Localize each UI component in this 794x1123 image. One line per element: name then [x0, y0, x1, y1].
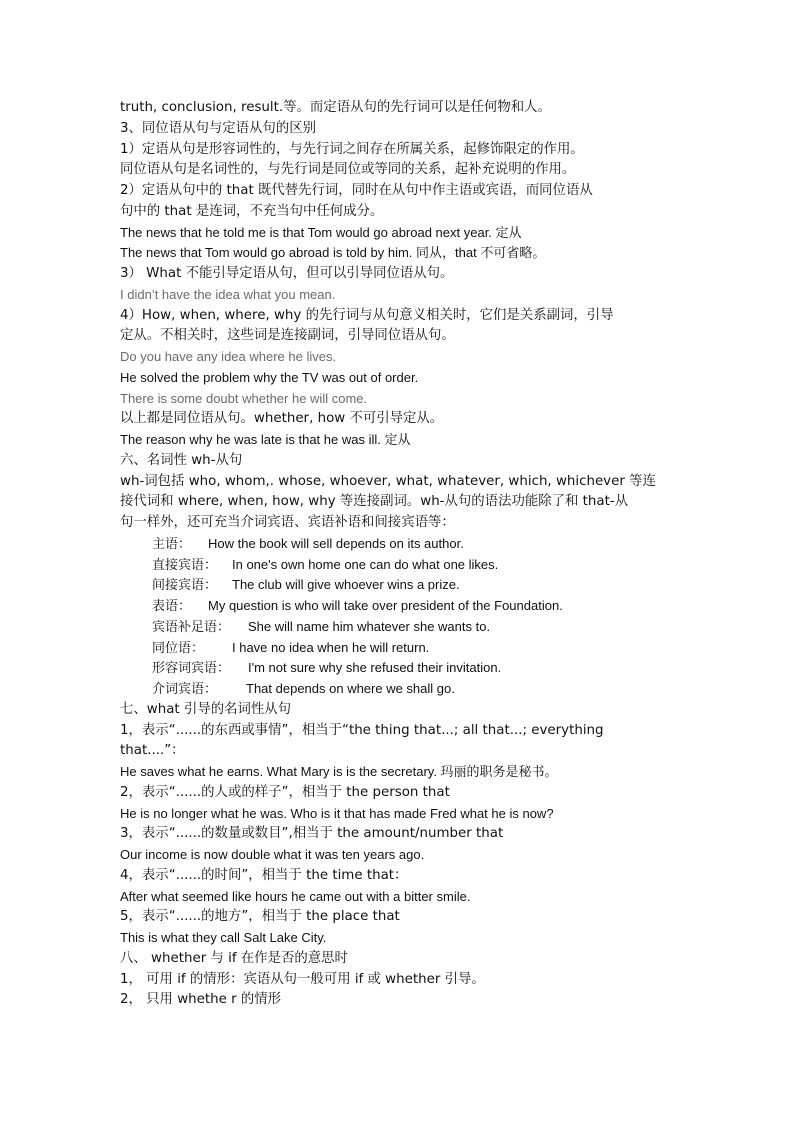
function-label: 主语：	[152, 535, 192, 551]
example-sentence: The reason why he was late is that he was ill. 定从	[120, 432, 411, 447]
text-line: 5，表示“......的地方”，相当于 the place that	[120, 909, 400, 925]
example-sentence: I didn’t have the idea what you mean.	[120, 286, 336, 302]
text-line: 定从。不相关时，这些词是连接副词，引导同位语从句。	[120, 328, 455, 344]
function-example-row	[120, 534, 690, 555]
text-line: 1， 可用 if 的情形：宾语从句一般可用 if 或 whether 引导。	[120, 971, 485, 987]
example-sentence: There is some doubt whether he will come.	[120, 390, 368, 406]
function-example-row	[120, 575, 690, 596]
text-line: 1，表示“......的东西或事情”，相当于“the thing that...; all that...; everything	[120, 722, 604, 738]
example-sentence: My question is who will take over president of the Foundation.	[208, 598, 563, 613]
function-label: 间接宾语：	[152, 577, 218, 593]
function-label: 表语：	[152, 598, 192, 613]
function-label: 直接宾语：	[152, 556, 218, 572]
example-sentence: Do you have any idea where he lives.	[120, 349, 337, 364]
example-sentence: Our income is now double what it was ten years ago.	[120, 847, 425, 862]
example-sentence: That depends on where we shall go.	[246, 681, 455, 696]
example-sentence: The news that he told me is that Tom would go abroad next year. 定从	[120, 224, 522, 240]
function-label: 介词宾语：	[152, 681, 218, 696]
example-sentence: The news that Tom would go abroad is told by him. 同从，that 不可省略。	[120, 245, 546, 261]
function-label: 宾语补足语：	[152, 618, 231, 634]
example-sentence: He saves what he earns. What Mary is is the secretary. 玛丽的职务是秘书。	[120, 764, 558, 779]
example-sentence: This is what they call Salt Lake City.	[120, 930, 327, 945]
function-example-row	[120, 596, 690, 617]
text-line: 句一样外，还可充当介词宾语、宾语补语和间接宾语等：	[120, 515, 455, 530]
example-sentence: I have no idea when he will return.	[232, 639, 430, 655]
text-line: 句中的 that 是连词，不充当句中任何成分。	[120, 203, 384, 219]
function-example-row	[120, 555, 690, 576]
text-line: truth, conclusion, result.等。而定语从句的先行词可以是任何物和人。	[120, 100, 551, 115]
section-heading: 六、名词性 wh-从句	[120, 452, 243, 468]
text-line: 2）定语从句中的 that 既代替先行词，同时在从句中作主语或宾语，而同位语从	[120, 183, 593, 198]
function-label: 形容词宾语：	[152, 660, 231, 676]
text-line: 4）How, when, where, why 的先行词与从句意义相关时，它们是关系副词，引导	[120, 307, 614, 323]
section-heading: 八、 whether 与 if 在作是否的意思时	[120, 950, 348, 966]
example-sentence: In one's own home one can do what one likes.	[232, 556, 499, 572]
example-sentence: He solved the problem why the TV was out of order.	[120, 369, 419, 385]
text-line: 3，表示“......的数量或数目”,相当于 the amount/number that	[120, 826, 504, 842]
document-page	[120, 98, 690, 1011]
text-line: 4，表示“......的时间”，相当于 the time that：	[120, 867, 408, 883]
text-line: 2，表示“......的人或的样子”，相当于 the person that	[120, 784, 450, 800]
text-line: 2， 只用 whethe r 的情形	[120, 992, 282, 1008]
example-sentence: She will name him whatever she wants to.	[248, 618, 491, 634]
text-line: 以上都是同位语从句。whether, how 不可引导定从。	[120, 411, 444, 427]
text-line: 同位语从句是名词性的，与先行词是同位或等同的关系，起补充说明的作用。	[120, 162, 576, 178]
text-line: 1）定语从句是形容词性的，与先行词之间存在所属关系，起修饰限定的作用。	[120, 141, 584, 157]
function-example-row	[120, 638, 690, 659]
text-line: 3） What 不能引导定语从句，但可以引导同位语从句。	[120, 266, 454, 281]
function-label: 同位语：	[152, 639, 205, 655]
text-line: 接代词和 where, when, how, why 等连接副词。wh-从句的语法功能除了和 that-从	[120, 494, 629, 510]
example-sentence: After what seemed like hours he came out with a bitter smile.	[120, 888, 471, 904]
section-heading: 3、同位语从句与定语从句的区别	[120, 120, 316, 136]
text-line: that....”：	[120, 743, 185, 759]
example-sentence: I'm not sure why she refused their invitation.	[248, 660, 502, 676]
function-example-row	[120, 658, 690, 679]
section-heading: 七、what 引导的名词性从句	[120, 701, 292, 717]
example-sentence: The club will give whoever wins a prize.	[232, 577, 460, 593]
example-sentence: He is no longer what he was. Who is it that has made Fred what he is now?	[120, 805, 554, 821]
example-sentence: How the book will sell depends on its author.	[208, 535, 464, 551]
function-example-row	[120, 617, 690, 638]
function-example-row	[120, 679, 690, 700]
text-line: wh-词包括 who, whom,. whose, whoever, what, whatever, which, whichever 等连	[120, 473, 656, 489]
